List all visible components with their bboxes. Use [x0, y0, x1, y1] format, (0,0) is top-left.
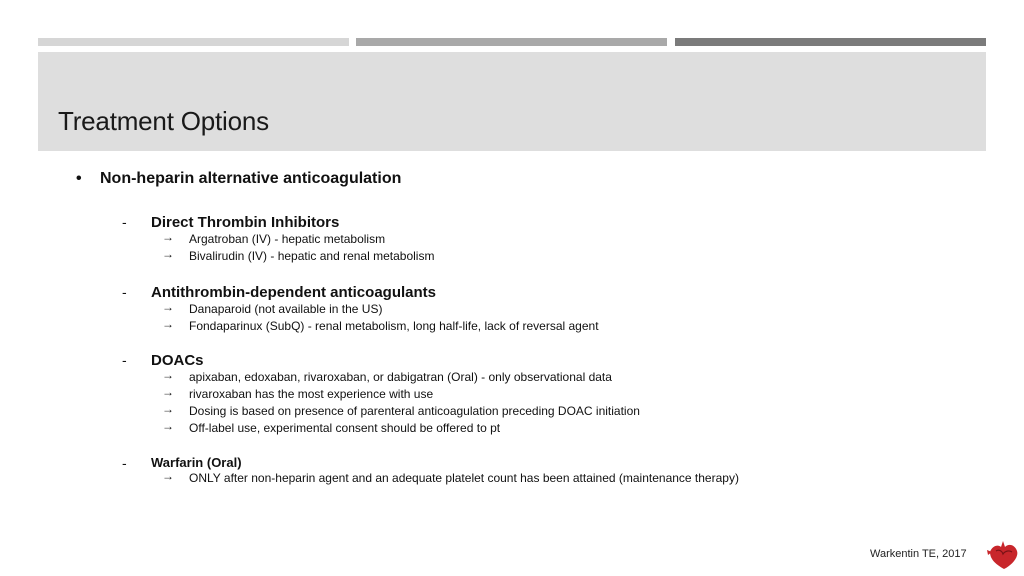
- list-item-text: Off-label use, experimental consent should be offered to pt: [189, 421, 501, 435]
- list-item-text: rivaroxaban has the most experience with use: [189, 387, 434, 401]
- slide-title: Treatment Options: [58, 106, 269, 136]
- arrow-icon: →: [162, 419, 174, 433]
- group-dash: -: [122, 352, 127, 368]
- arrow-icon: →: [162, 385, 174, 399]
- list-item-text: Danaparoid (not available in the US): [189, 302, 383, 316]
- citation: Warkentin TE, 2017: [870, 548, 967, 560]
- group-heading: Warfarin (Oral): [151, 455, 242, 470]
- arrow-icon: →: [162, 230, 174, 244]
- list-item-text: apixaban, edoxaban, rivaroxaban, or dabigatran (Oral) - only observational data: [189, 370, 612, 384]
- group-dash: -: [122, 284, 127, 300]
- heart-logo-icon: [986, 538, 1020, 572]
- arrow-icon: →: [162, 300, 174, 314]
- list-item-text: Argatroban (IV) - hepatic metabolism: [189, 232, 386, 246]
- group-heading: Antithrombin-dependent anticoagulants: [151, 284, 436, 301]
- arrow-icon: →: [162, 317, 174, 331]
- list-item-text: Dosing is based on presence of parenteral anticoagulation preceding DOAC initiation: [189, 404, 640, 418]
- heart-shape: [990, 541, 1017, 569]
- list-item-text: Bivalirudin (IV) - hepatic and renal metabolism: [189, 249, 435, 263]
- list-item-text: Fondaparinux (SubQ) - renal metabolism, long half-life, lack of reversal agent: [189, 319, 599, 333]
- arrow-icon: →: [162, 368, 174, 382]
- arrow-icon: →: [162, 402, 174, 416]
- group-dash: -: [122, 455, 127, 471]
- list-item-text: ONLY after non-heparin agent and an adequate platelet count has been attained (maintenance therapy): [189, 471, 739, 485]
- bullet-dot: •: [76, 170, 82, 187]
- arrow-icon: →: [162, 469, 174, 483]
- group-dash: -: [122, 214, 127, 230]
- group-heading: Direct Thrombin Inhibitors: [151, 214, 340, 231]
- arrow-icon: →: [162, 247, 174, 261]
- main-bullet-text: Non-heparin alternative anticoagulation: [100, 170, 402, 187]
- group-heading: DOACs: [151, 352, 204, 369]
